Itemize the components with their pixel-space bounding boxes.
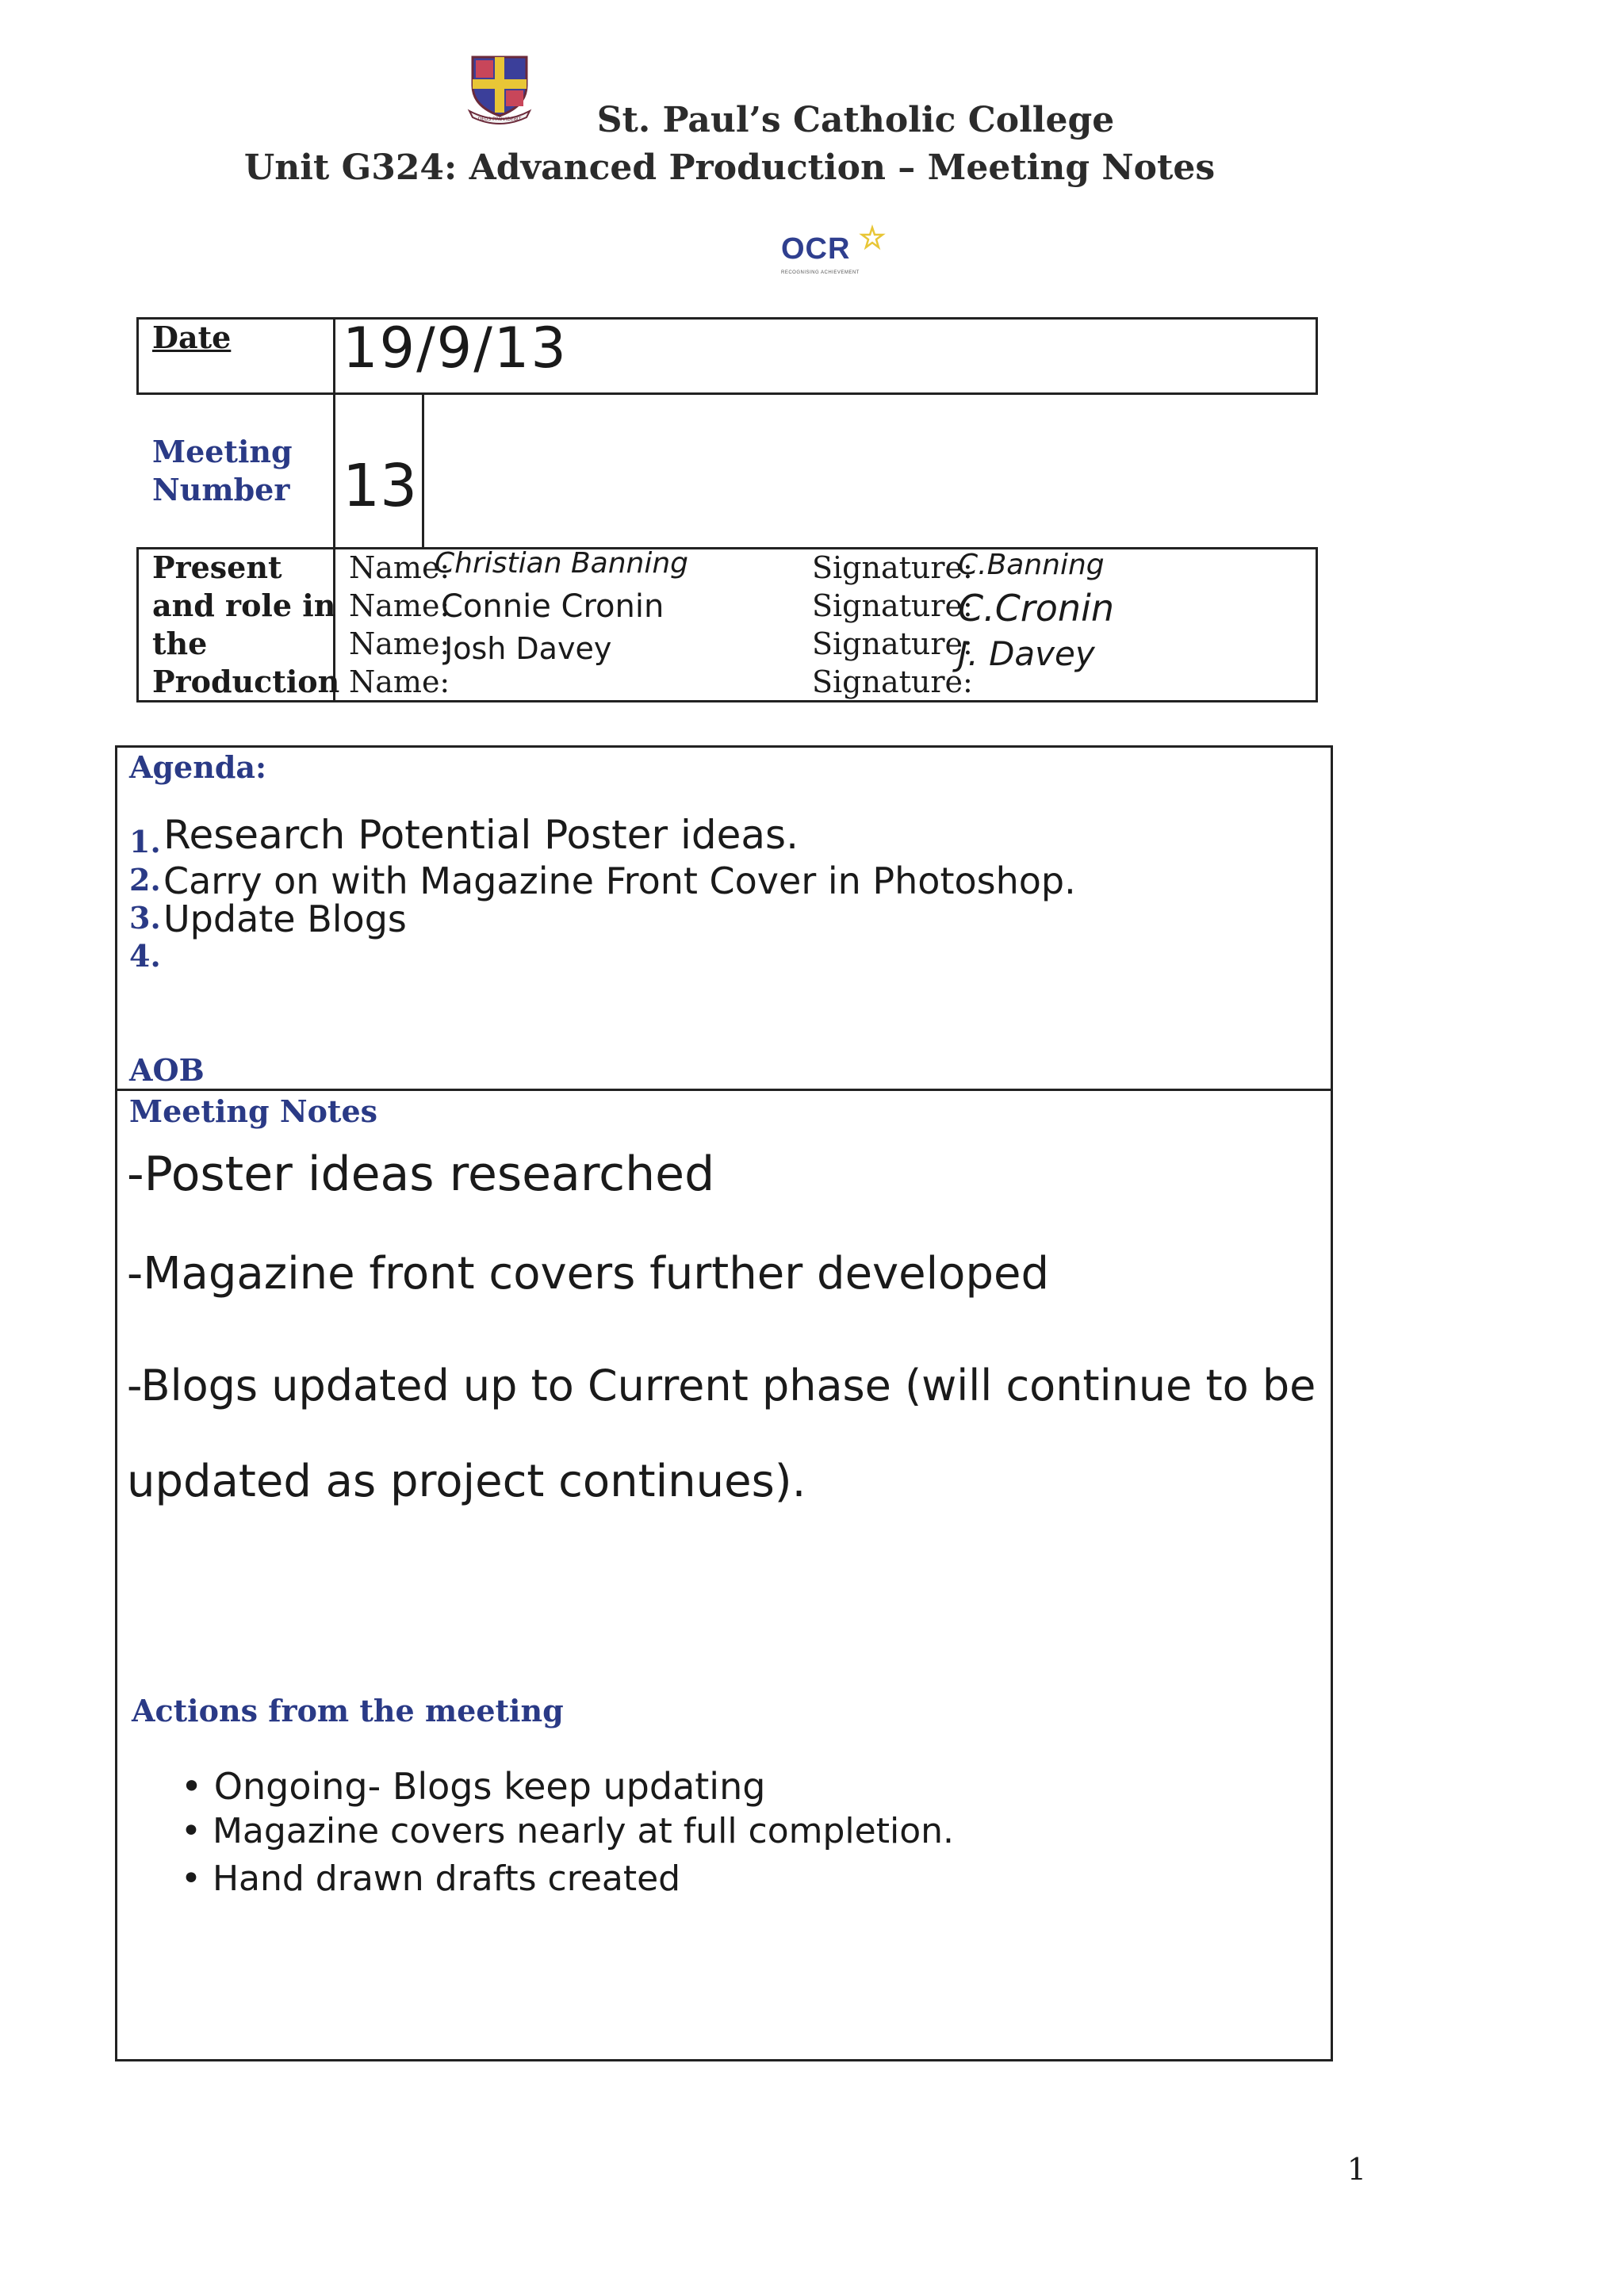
note-line: updated as project continues). xyxy=(127,1456,806,1507)
signature-label: Signature: xyxy=(812,550,973,585)
agenda-item-text: Carry on with Magazine Front Cover in Photoshop. xyxy=(163,859,1076,902)
agenda-item-text: Research Potential Poster ideas. xyxy=(163,812,799,858)
attendee-name: Josh Davey xyxy=(444,631,612,666)
meeting-number-value: 13 xyxy=(343,452,418,520)
signature-label: Signature: xyxy=(812,626,973,661)
agenda-item-number: 3. xyxy=(129,900,161,936)
svg-text:DEUS PROVIDEBIT: DEUS PROVIDEBIT xyxy=(477,117,522,122)
unit-title: Unit G324: Advanced Production – Meeting Notes xyxy=(243,147,1216,188)
agenda-heading: Agenda: xyxy=(129,749,267,785)
action-item: • Hand drawn drafts created xyxy=(181,1859,681,1899)
actions-heading: Actions from the meeting xyxy=(132,1693,564,1728)
page-number: 1 xyxy=(1346,2152,1366,2187)
present-label-1: Present xyxy=(152,549,282,585)
name-label: Name: xyxy=(349,550,450,585)
date-label: Date xyxy=(152,320,232,355)
agenda-item-number: 1. xyxy=(129,824,161,859)
attendee-signature: J. Davey xyxy=(958,634,1095,673)
agenda-item-number: 4. xyxy=(129,938,161,974)
signature-label: Signature: xyxy=(812,588,973,623)
meeting-number-label-2: Number xyxy=(152,472,290,507)
attendee-signature: C.Cronin xyxy=(958,587,1115,630)
present-label-4: Production xyxy=(152,664,340,699)
name-label: Name: xyxy=(349,588,450,623)
present-label-2: and role in xyxy=(152,588,336,623)
agenda-item-text: Update Blogs xyxy=(163,898,407,940)
ocr-logo: OCR RECOGNISING ACHIEVEMENT xyxy=(781,226,892,289)
date-value: 19/9/13 xyxy=(343,316,568,381)
action-item: • Magazine covers nearly at full completion. xyxy=(181,1811,954,1851)
star-icon xyxy=(860,226,884,250)
attendee-name: Connie Cronin xyxy=(441,588,665,625)
present-label-3: the xyxy=(152,626,208,661)
note-line: -Blogs updated up to Current phase (will continue to be xyxy=(127,1361,1316,1411)
agenda-item-number: 2. xyxy=(129,862,161,898)
note-line: -Magazine front covers further developed xyxy=(127,1248,1049,1300)
meeting-number-label-1: Meeting xyxy=(152,434,293,469)
name-label: Name: xyxy=(349,626,450,661)
signature-label: Signature: xyxy=(812,664,973,699)
name-label: Name: xyxy=(349,664,450,699)
aob-label: AOB xyxy=(129,1052,205,1088)
meeting-notes-heading: Meeting Notes xyxy=(129,1093,378,1129)
action-item: • Ongoing- Blogs keep updating xyxy=(181,1765,766,1808)
attendee-signature: C.Banning xyxy=(958,549,1105,581)
note-line: -Poster ideas researched xyxy=(127,1146,715,1202)
college-name: St. Paul’s Catholic College xyxy=(596,100,1115,140)
attendee-name: Christian Banning xyxy=(435,547,689,580)
